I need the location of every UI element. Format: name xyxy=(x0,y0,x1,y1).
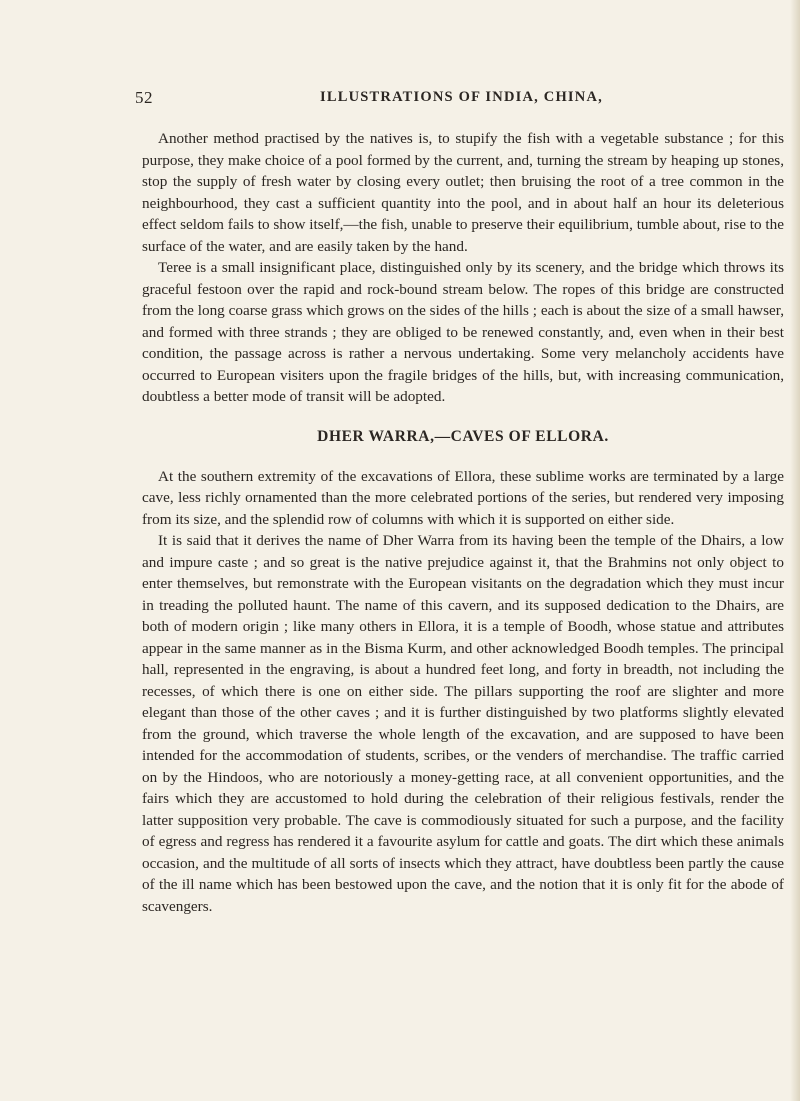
body-text xyxy=(142,128,784,917)
paragraph-dher-warra-name: It is said that it derives the name of Dher Warra from its having been the temple of the Dhairs, a low and impure caste ; and so great is the native prejudice against it, that the Brahmins not only object to enter themselves, but remonstrate with the European visitants on the degradation which they must incur in treading the polluted haunt. The name of this cavern, and its supposed dedication to the Dhairs, are both of modern origin ; like many others in Ellora, it is a temple of Boodh, whose statue and attributes appear in the same manner as in the Bisma Kurm, and other acknowledged Boodh temples. The principal hall, represented in the engraving, is about a hundred feet long, and forty in breadth, not including the recesses, of which there is one on either side. The pillars supporting the roof are slighter and more elegant than those of the other caves ; and it is further distinguished by two platforms slightly elevated from the ground, which traverse the whole length of the excavation, and are supposed to have been intended for the accommodation of students, scribes, or the venders of merchandise. The traffic carried on by the Hindoos, who are notoriously a money-getting race, at all convenient opportunities, and the fairs which they are accustomed to hold during the celebration of their religious festivals, render the latter supposition very probable. The cave is commodiously situated for such a purpose, and the facility of egress and regress has rendered it a favourite asylum for cattle and goats. The dirt which these animals occasion, and the multitude of all sorts of insects which they attract, have doubtless been partly the cause of the ill name which has been bestowed upon the cave, and the notion that it is only fit for the abode of scavengers. xyxy=(142,532,784,915)
running-head xyxy=(135,88,660,112)
paragraph-fish-stupify: Another method practised by the natives is, to stupify the fish with a vegetable substance ; for this purpose, they make choice of a pool formed by the current, and, turning the stream by heaping up stones, stop the supply of fresh water by closing every outlet; then bruising the root of a tree common in the neighbourhood, they cast a sufficient quantity into the pool, and in about half an hour its deleterious effect seldom fails to show itself,—the fish, unable to preserve their equilibrium, tumble about, rise to the surface of the water, and are easily taken by the hand. xyxy=(142,130,784,255)
section-heading: DHER WARRA,—CAVES OF ELLORA. xyxy=(317,427,609,445)
running-title: ILLUSTRATIONS OF INDIA, CHINA, xyxy=(320,89,603,105)
paragraph-teree-bridge: Teree is a small insignificant place, distinguished only by its scenery, and the bridge which throws its graceful festoon over the rapid and rock-bound stream below. The ropes of this bridge are constructed from the long coarse grass which grows on the sides of the hills ; each is about the size of a small hawser, and formed with three strands ; they are obliged to be renewed constantly, and, even when in their best condition, the passage across is rather a nervous undertaking. Some very melancholy accidents have occurred to European visiters upon the fragile bridges of the hills, but, with increasing communication, doubtless a better mode of transit will be adopted. xyxy=(142,259,784,405)
page-number: 52 xyxy=(135,88,153,107)
paragraph-ellora-southern: At the southern extremity of the excavations of Ellora, these sublime works are terminated by a large cave, less richly ornamented than the more celebrated portions of the series, but rendered very imposing from its size, and the splendid row of columns with which it is supported on either side. xyxy=(142,467,784,528)
page-edge-shadow xyxy=(790,0,800,1101)
